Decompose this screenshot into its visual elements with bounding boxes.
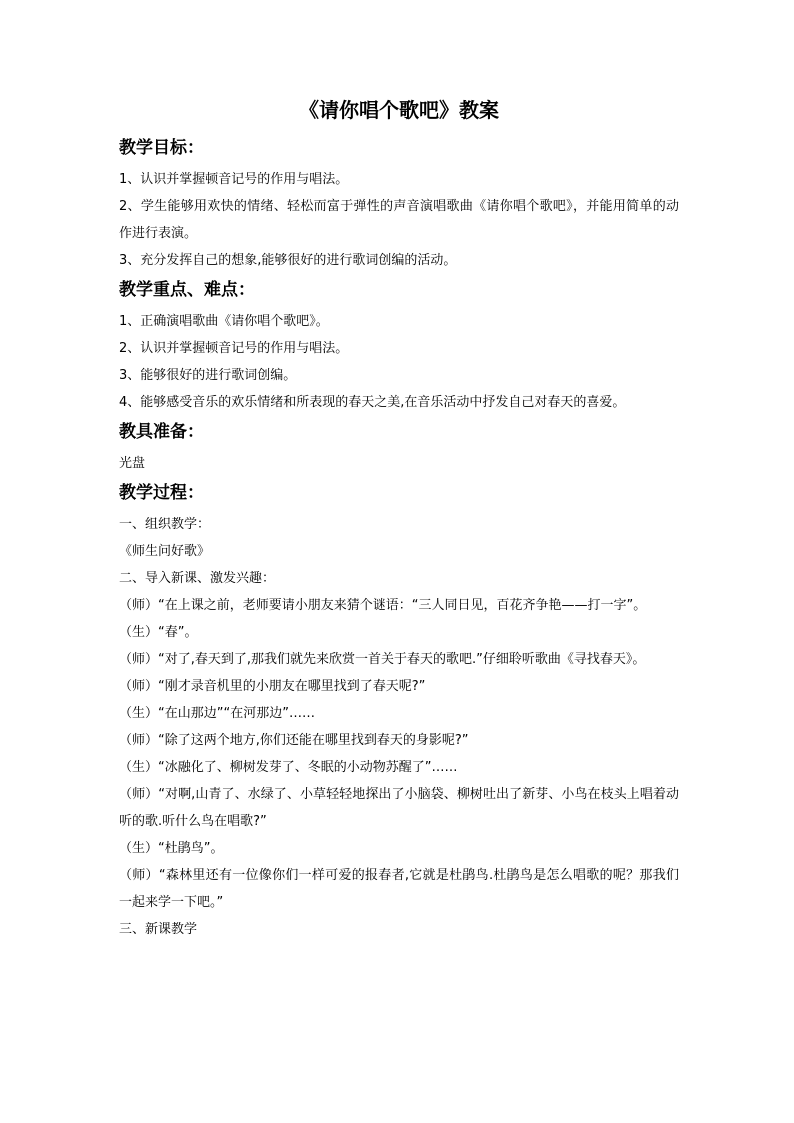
- paragraph: （生）“冰融化了、柳树发芽了、冬眠的小动物苏醒了”……: [119, 760, 458, 775]
- paragraph: 二、导入新课、激发兴趣：: [119, 571, 276, 586]
- paragraph: （师）“除了这两个地方,你们还能在哪里找到春天的身影呢?”: [119, 733, 469, 748]
- paragraph: （生）“杜鹃鸟”。: [119, 841, 224, 856]
- paragraph: 光盘: [119, 456, 146, 471]
- document-title: 《请你唱个歌吧》教案: [299, 98, 499, 122]
- paragraph: 一、组织教学：: [119, 517, 211, 532]
- paragraph: （师）“刚才录音机里的小朋友在哪里找到了春天呢?”: [119, 679, 426, 694]
- paragraph: 1、认识并掌握顿音记号的作用与唱法。: [119, 172, 349, 187]
- paragraph: （师）“在上课之前，老师要请小朋友来猜个谜语：“三人同日见，百花齐争艳——打一字”。: [119, 598, 647, 613]
- section-heading: 教具准备：: [119, 422, 204, 442]
- paragraph: 《师生问好歌》: [119, 544, 211, 559]
- paragraph: 3、能够很好的进行歌词创编。: [119, 368, 297, 383]
- section-heading: 教学目标：: [119, 138, 204, 158]
- paragraph: 1、正确演唱歌曲《请你唱个歌吧》。: [119, 314, 329, 329]
- paragraph: （师）“对啊,山青了、水绿了、小草轻轻地探出了小脑袋、柳树吐出了新芽、小鸟在枝头上唱着动听的歌.听什么鸟在唱歌?”: [119, 787, 679, 829]
- paragraph: （师）“对了,春天到了,那我们就先来欣赏一首关于春天的歌吧.”仔细聆听歌曲《寻找春天》。: [119, 652, 646, 667]
- paragraph: （师）“森林里还有一位像你们一样可爱的报春者,它就是杜鹃鸟.杜鹃鸟是怎么唱歌的呢？那我们一起来学一下吧。”: [119, 868, 679, 910]
- section-heading: 教学重点、难点：: [119, 280, 255, 300]
- paragraph: （生）“春”。: [119, 625, 198, 640]
- paragraph: （生）“在山那边”“在河那边”……: [119, 706, 315, 721]
- section-heading: 教学过程：: [119, 483, 204, 503]
- paragraph: 三、新课教学: [119, 922, 198, 937]
- paragraph: 3、充分发挥自己的想象,能够很好的进行歌词创编的活动。: [119, 253, 457, 268]
- paragraph: 2、认识并掌握顿音记号的作用与唱法。: [119, 341, 349, 356]
- section-key-points: [119, 278, 679, 416]
- paragraph: 4、能够感受音乐的欢乐情绪和所表现的春天之美,在音乐活动中抒发自己对春天的喜爱。: [119, 395, 626, 410]
- section-process: [119, 481, 679, 943]
- paragraph: 2、学生能够用欢快的情绪、轻松而富于弹性的声音演唱歌曲《请你唱个歌吧》，并能用简单的动作进行表演。: [119, 199, 679, 241]
- document-content: [119, 96, 679, 943]
- section-goals: [119, 136, 679, 274]
- section-materials: [119, 420, 679, 477]
